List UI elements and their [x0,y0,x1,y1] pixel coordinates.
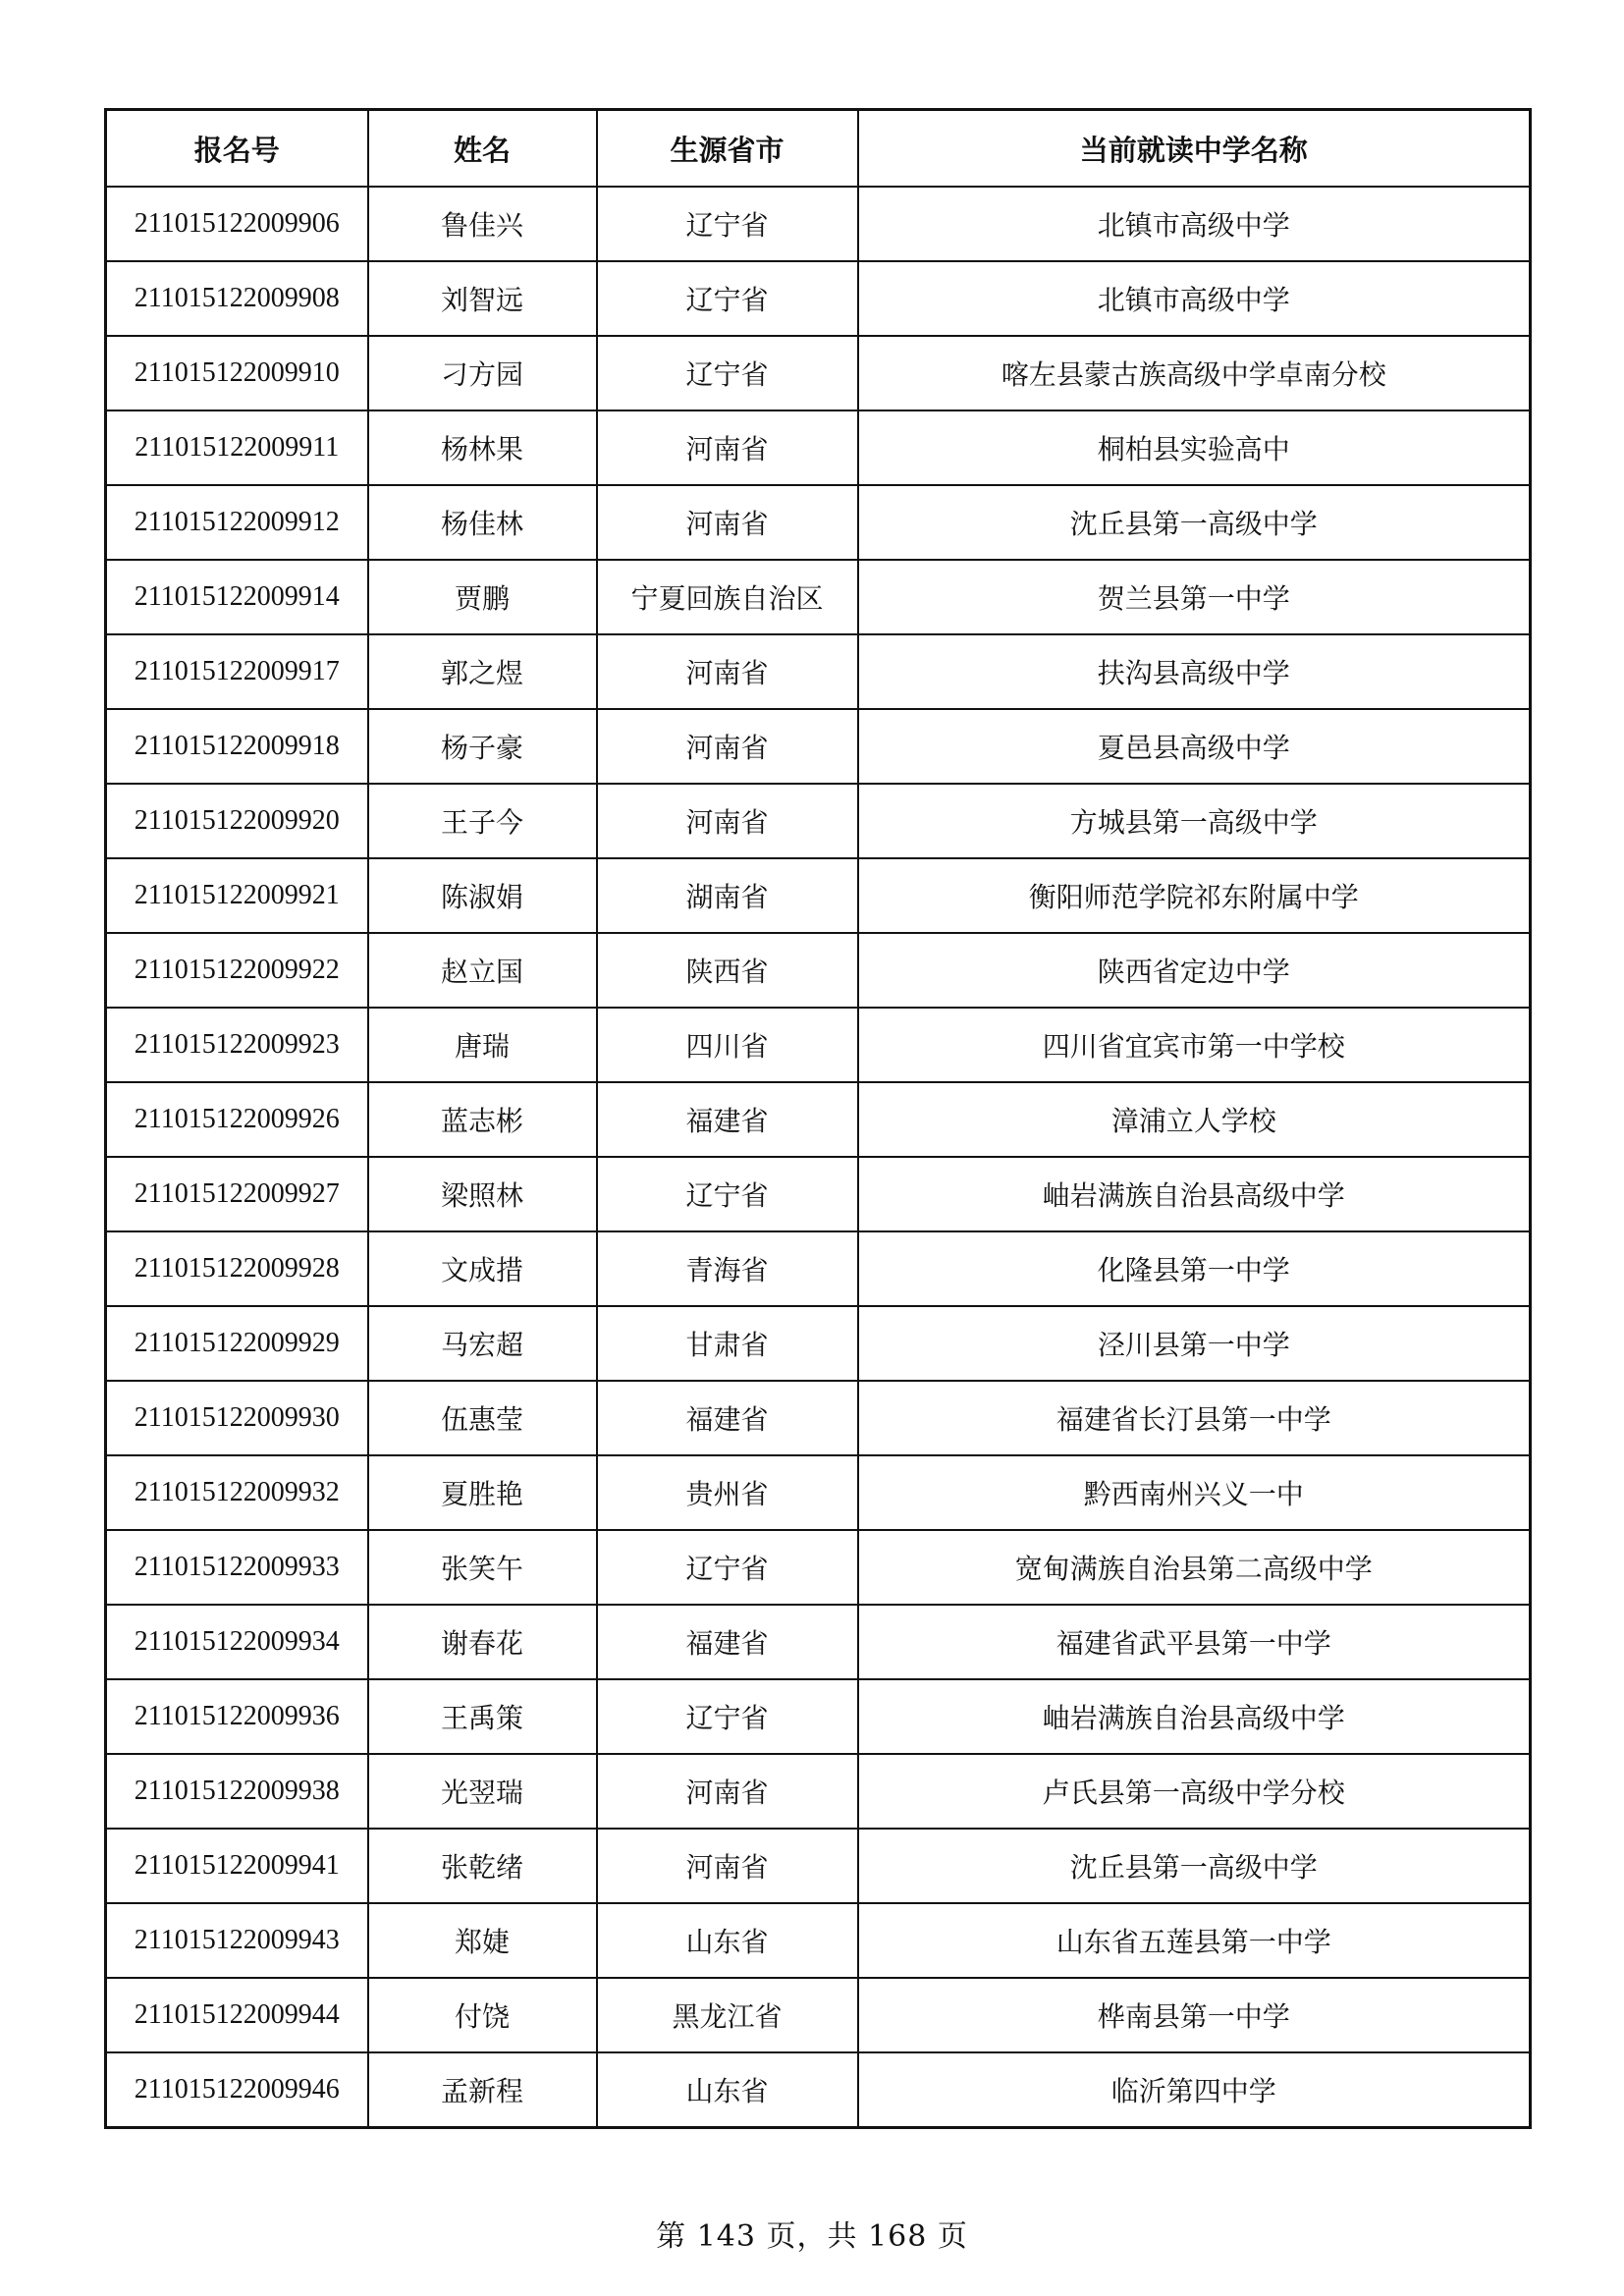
cell-registration-number: 211015122009928 [106,1231,368,1306]
cell-source-province: 山东省 [597,1903,858,1978]
table-row [106,709,1531,784]
table-body [106,187,1531,2128]
cell-current-school: 沈丘县第一高级中学 [858,485,1531,560]
cell-current-school: 四川省宜宾市第一中学校 [858,1008,1531,1082]
cell-current-school: 化隆县第一中学 [858,1231,1531,1306]
cell-current-school: 贺兰县第一中学 [858,560,1531,634]
cell-name: 赵立国 [368,933,597,1008]
cell-current-school: 夏邑县高级中学 [858,709,1531,784]
cell-registration-number: 211015122009911 [106,410,368,485]
table-row [106,1231,1531,1306]
cell-source-province: 甘肃省 [597,1306,858,1381]
table-row [106,336,1531,410]
cell-registration-number: 211015122009906 [106,187,368,261]
cell-source-province: 贵州省 [597,1455,858,1530]
admission-roster-table [104,108,1532,2129]
cell-registration-number: 211015122009932 [106,1455,368,1530]
table-row [106,1829,1531,1903]
cell-source-province: 辽宁省 [597,1679,858,1754]
cell-current-school: 桐柏县实验高中 [858,410,1531,485]
cell-registration-number: 211015122009912 [106,485,368,560]
cell-source-province: 福建省 [597,1082,858,1157]
cell-source-province: 青海省 [597,1231,858,1306]
table-header [106,110,1531,188]
cell-source-province: 四川省 [597,1008,858,1082]
header-current-school: 当前就读中学名称 [858,110,1531,188]
cell-name: 唐瑞 [368,1008,597,1082]
cell-current-school: 山东省五莲县第一中学 [858,1903,1531,1978]
cell-name: 杨林果 [368,410,597,485]
table-row [106,1381,1531,1455]
cell-source-province: 河南省 [597,784,858,858]
table-row [106,187,1531,261]
cell-current-school: 卢氏县第一高级中学分校 [858,1754,1531,1829]
cell-current-school: 岫岩满族自治县高级中学 [858,1679,1531,1754]
cell-name: 张笑午 [368,1530,597,1605]
cell-name: 张乾绪 [368,1829,597,1903]
cell-current-school: 临沂第四中学 [858,2052,1531,2128]
cell-name: 付饶 [368,1978,597,2052]
table-row [106,485,1531,560]
cell-source-province: 河南省 [597,485,858,560]
table-row [106,1903,1531,1978]
cell-name: 王子今 [368,784,597,858]
cell-name: 刁方园 [368,336,597,410]
cell-registration-number: 211015122009918 [106,709,368,784]
table-row [106,1679,1531,1754]
cell-name: 梁照林 [368,1157,597,1231]
cell-registration-number: 211015122009927 [106,1157,368,1231]
cell-registration-number: 211015122009943 [106,1903,368,1978]
cell-current-school: 宽甸满族自治县第二高级中学 [858,1530,1531,1605]
cell-name: 杨子豪 [368,709,597,784]
cell-source-province: 河南省 [597,709,858,784]
table-row [106,634,1531,709]
header-registration-number: 报名号 [106,110,368,188]
cell-name: 陈淑娟 [368,858,597,933]
cell-name: 贾鹏 [368,560,597,634]
cell-registration-number: 211015122009930 [106,1381,368,1455]
cell-current-school: 北镇市高级中学 [858,187,1531,261]
cell-source-province: 辽宁省 [597,336,858,410]
cell-registration-number: 211015122009929 [106,1306,368,1381]
table-row [106,858,1531,933]
cell-current-school: 扶沟县高级中学 [858,634,1531,709]
table-row [106,1978,1531,2052]
cell-name: 鲁佳兴 [368,187,597,261]
cell-name: 谢春花 [368,1605,597,1679]
cell-registration-number: 211015122009944 [106,1978,368,2052]
header-source-province: 生源省市 [597,110,858,188]
cell-name: 文成措 [368,1231,597,1306]
table-row [106,1008,1531,1082]
cell-registration-number: 211015122009923 [106,1008,368,1082]
table-row [106,1082,1531,1157]
cell-name: 王禹策 [368,1679,597,1754]
table-row [106,1455,1531,1530]
cell-current-school: 沈丘县第一高级中学 [858,1829,1531,1903]
cell-source-province: 辽宁省 [597,1530,858,1605]
cell-name: 郑婕 [368,1903,597,1978]
table-row [106,1605,1531,1679]
cell-current-school: 岫岩满族自治县高级中学 [858,1157,1531,1231]
cell-source-province: 河南省 [597,1829,858,1903]
cell-source-province: 辽宁省 [597,261,858,336]
table-row [106,784,1531,858]
cell-source-province: 湖南省 [597,858,858,933]
cell-name: 郭之煜 [368,634,597,709]
table-row [106,1754,1531,1829]
cell-current-school: 福建省长汀县第一中学 [858,1381,1531,1455]
cell-registration-number: 211015122009941 [106,1829,368,1903]
cell-registration-number: 211015122009917 [106,634,368,709]
table-row [106,2052,1531,2128]
cell-registration-number: 211015122009933 [106,1530,368,1605]
cell-source-province: 山东省 [597,2052,858,2128]
header-row [106,110,1531,188]
cell-name: 刘智远 [368,261,597,336]
cell-source-province: 陕西省 [597,933,858,1008]
cell-source-province: 河南省 [597,1754,858,1829]
cell-registration-number: 211015122009920 [106,784,368,858]
cell-registration-number: 211015122009938 [106,1754,368,1829]
cell-current-school: 喀左县蒙古族高级中学卓南分校 [858,336,1531,410]
page-footer: 第 143 页，共 168 页 [656,2219,968,2254]
table-row [106,560,1531,634]
header-name: 姓名 [368,110,597,188]
cell-source-province: 河南省 [597,634,858,709]
table-row [106,933,1531,1008]
cell-source-province: 福建省 [597,1605,858,1679]
cell-registration-number: 211015122009914 [106,560,368,634]
cell-source-province: 河南省 [597,410,858,485]
cell-current-school: 漳浦立人学校 [858,1082,1531,1157]
cell-name: 伍惠莹 [368,1381,597,1455]
cell-source-province: 宁夏回族自治区 [597,560,858,634]
table-row [106,1157,1531,1231]
cell-registration-number: 211015122009908 [106,261,368,336]
cell-source-province: 福建省 [597,1381,858,1455]
cell-current-school: 方城县第一高级中学 [858,784,1531,858]
table-row [106,1306,1531,1381]
cell-current-school: 黔西南州兴义一中 [858,1455,1531,1530]
table-row [106,261,1531,336]
cell-registration-number: 211015122009926 [106,1082,368,1157]
table-row [106,410,1531,485]
cell-source-province: 辽宁省 [597,1157,858,1231]
cell-name: 夏胜艳 [368,1455,597,1530]
cell-current-school: 衡阳师范学院祁东附属中学 [858,858,1531,933]
cell-registration-number: 211015122009921 [106,858,368,933]
cell-name: 杨佳林 [368,485,597,560]
cell-current-school: 福建省武平县第一中学 [858,1605,1531,1679]
cell-current-school: 泾川县第一中学 [858,1306,1531,1381]
cell-name: 蓝志彬 [368,1082,597,1157]
cell-current-school: 陕西省定边中学 [858,933,1531,1008]
cell-registration-number: 211015122009946 [106,2052,368,2128]
cell-registration-number: 211015122009936 [106,1679,368,1754]
cell-current-school: 桦南县第一中学 [858,1978,1531,2052]
cell-name: 马宏超 [368,1306,597,1381]
cell-registration-number: 211015122009922 [106,933,368,1008]
cell-registration-number: 211015122009910 [106,336,368,410]
cell-name: 光翌瑞 [368,1754,597,1829]
table-row [106,1530,1531,1605]
cell-current-school: 北镇市高级中学 [858,261,1531,336]
cell-registration-number: 211015122009934 [106,1605,368,1679]
cell-name: 孟新程 [368,2052,597,2128]
cell-source-province: 辽宁省 [597,187,858,261]
cell-source-province: 黑龙江省 [597,1978,858,2052]
